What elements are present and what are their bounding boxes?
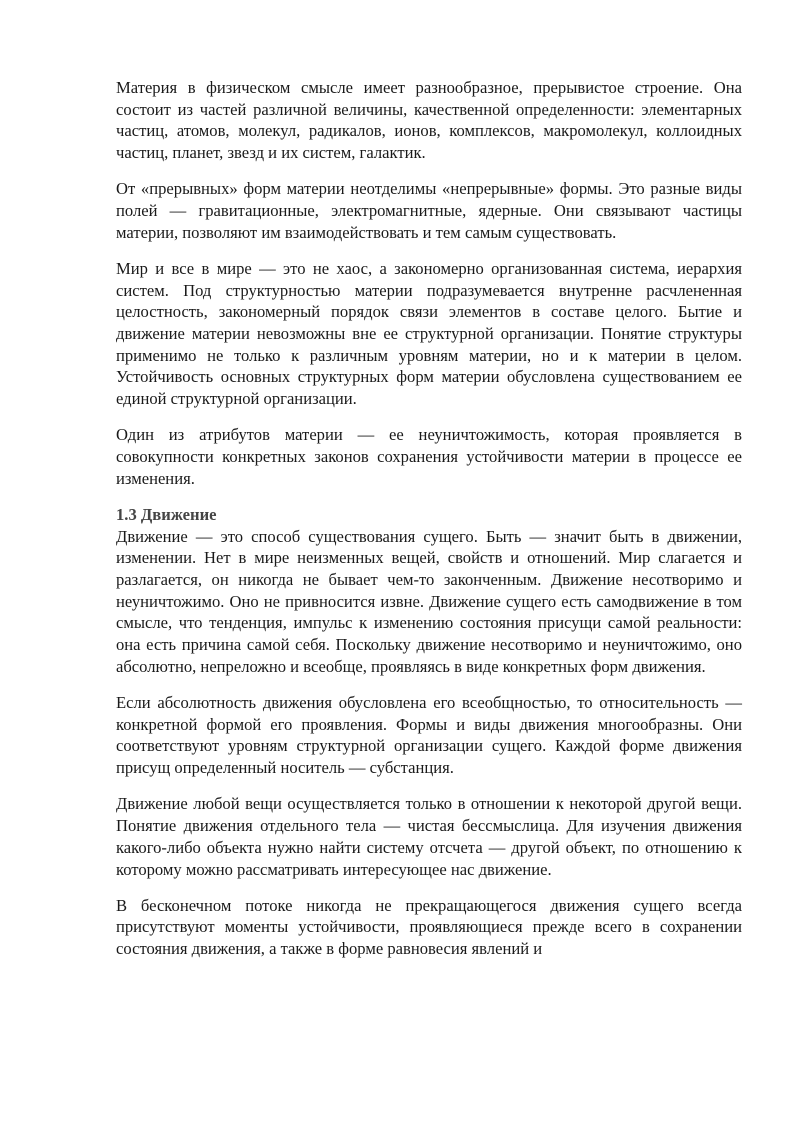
paragraph: Движение — это способ существования сущего. Быть — значит быть в движении, изменении. Нет в мире неизменных вещей, свойств и отношений. Мир слагается и разлагается, он никогда не бывает чем-то законченным. Движение несотворимо и неуничтожимо. Оно не привносится извне. Движение сущего есть самодвижение в том смысле, что тенденция, импульс к изменению состояния присущи самой реальности: она есть причина самой себя. Поскольку движение несотворимо и неуничтожимо, оно абсолютно, непреложно и всеобще, проявляясь в виде конкретных форм движения.	[116, 526, 742, 676]
document-page	[116, 77, 742, 974]
paragraph: От «прерывных» форм материи неотделимы «непрерывные» формы. Это разные виды полей — гравитационные, электромагнитные, ядерные. Они связывают частицы материи, позволяют им взаимодействовать и тем самым существовать.	[116, 179, 742, 242]
paragraph: Материя в физическом смысле имеет разнообразное, прерывистое строение. Она состоит из частей различной величины, качественной определенности: элементарных частиц, атомов, молекул, радикалов, ионов, комплексов, макромолекул, коллоидных частиц, планет, звезд и их систем, галактик.	[116, 78, 742, 163]
paragraph: Мир и все в мире — это не хаос, а закономерно организованная система, иерархия систем. Под структурностью материи подразумевается внутренне расчлененная целостность, закономерный порядок связи элементов в составе целого. Бытие и движение материи невозможны вне ее структурной организации. Понятие структуры применимо не только к различным уровням материи, но и к материи в целом. Устойчивость основных структурных форм материи обусловлена существованием ее единой структурной организации.	[116, 258, 742, 409]
paragraph: Один из атрибутов материи — ее неуничтожимость, которая проявляется в совокупности конкретных законов сохранения устойчивости материи в процессе ее изменения.	[116, 425, 742, 488]
paragraph: Если абсолютность движения обусловлена его всеобщностью, то относительность — конкретной формой его проявления. Формы и виды движения многообразны. Они соответствуют уровням структурной организации сущего. Каждой форме движения присущ определенный носитель — субстанция.	[116, 693, 742, 778]
section-heading: 1.3 Движение	[116, 504, 217, 524]
paragraph: Движение любой вещи осуществляется только в отношении к некоторой другой вещи. Понятие движения отдельного тела — чистая бессмыслица. Для изучения движения какого-либо объекта нужно найти систему отсчета — другой объект, по отношению к которому можно рассматривать интересующее нас движение.	[116, 794, 742, 879]
paragraph: В бесконечном потоке никогда не прекращающегося движения сущего всегда присутствуют моменты устойчивости, проявляющиеся прежде всего в сохранении состояния движения, а также в форме равновесия явлений и	[116, 895, 742, 959]
